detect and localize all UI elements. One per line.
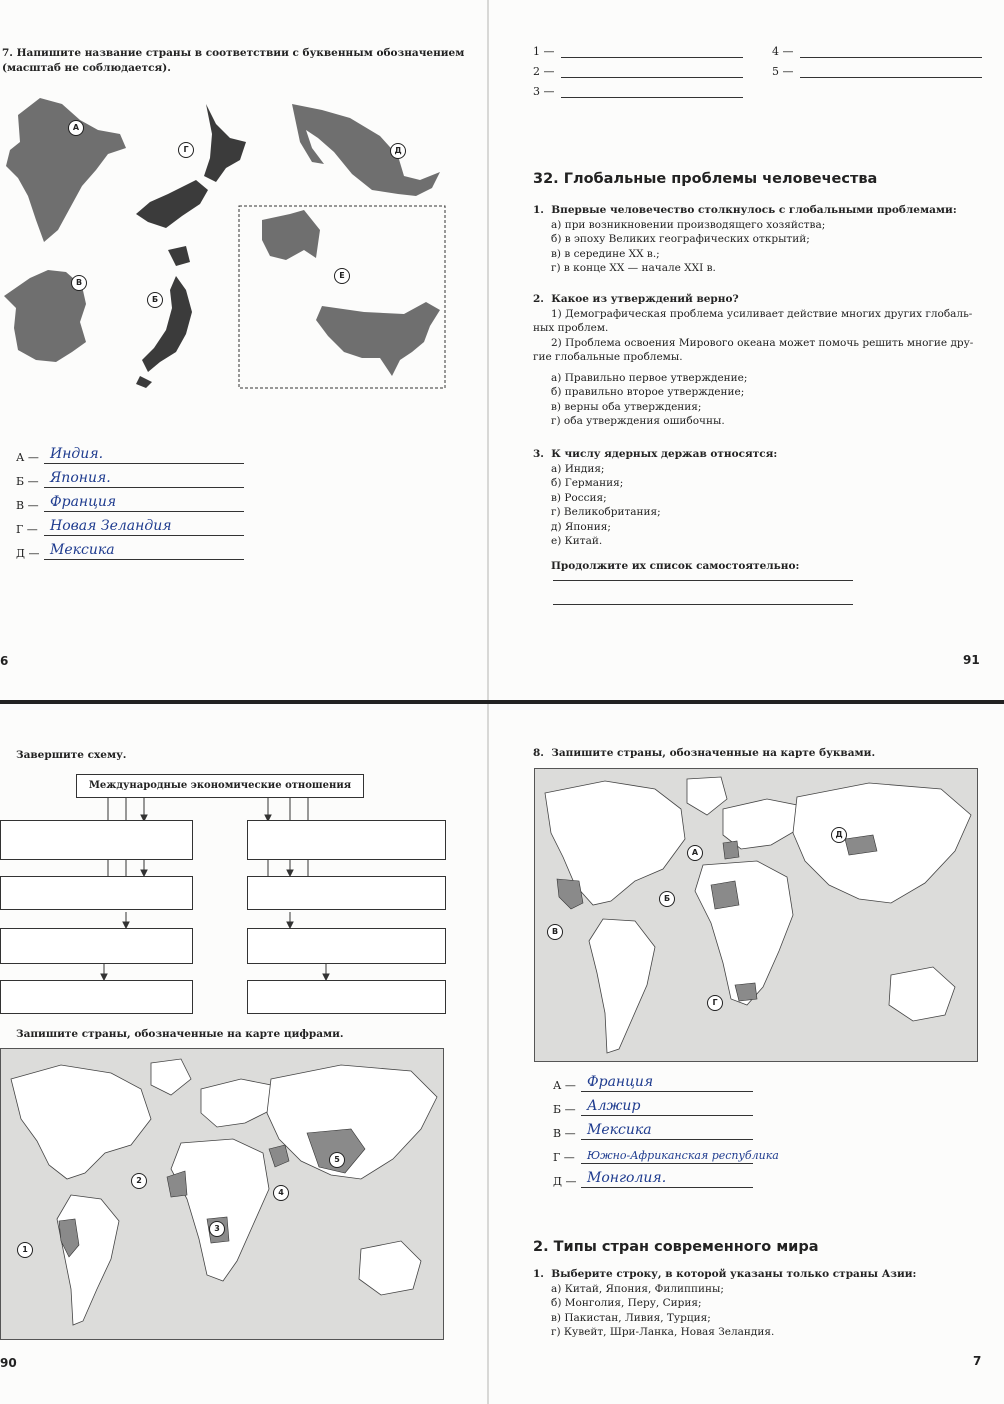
blank-row-3: 3 — <box>533 80 743 98</box>
answer-v-value[interactable]: Мексика <box>587 1122 652 1138</box>
scheme-box-right-4[interactable] <box>247 980 446 1014</box>
q1-option-a[interactable]: а) при возникновении производящего хозяйства; <box>551 218 826 231</box>
q3-option-b[interactable]: б) Германия; <box>551 477 624 489</box>
answer-a-value[interactable]: Индия. <box>50 446 104 462</box>
scheme-box-right-2[interactable] <box>247 876 446 910</box>
africa <box>695 861 793 1005</box>
country-b-algeria <box>711 881 739 909</box>
country-silhouettes <box>0 90 460 390</box>
statement-2: 2) Проблема освоения Мирового океана может помочь решить многие дру- <box>551 336 974 349</box>
answer-g-value[interactable]: Южно-Африканская республика <box>587 1149 779 1162</box>
q3-option-a[interactable]: а) Индия; <box>551 462 605 475</box>
question-1-text: Впервые человечество столкнулось с глобальными проблемами: <box>551 204 957 216</box>
answer-b: Б — Япония. <box>16 470 244 488</box>
answer-d: Д — Мексика <box>16 542 244 560</box>
europe <box>201 1079 271 1127</box>
australia <box>359 1241 421 1295</box>
answer-d-value[interactable]: Мексика <box>50 542 115 558</box>
greenland <box>151 1059 191 1095</box>
q2-option-v[interactable]: в) верны оба утверждения; <box>551 400 702 413</box>
answer-d: Д — Монголия. <box>553 1170 753 1188</box>
question-2: 2. Какое из утверждений верно? 1) Демографическая проблема усиливает действие многих других глобаль- ных проблем. 2) Проблема освоения Мирового океана может помочь решить многие дру- гие глобальные проблемы. а) Правильно первое утверждение; б) правильно второе утверждение; в) верны оба утверждения; г) оба утверждения ошибочны. <box>533 292 983 429</box>
blank-row-5: 5 — <box>772 60 982 78</box>
statement-1: 1) Демографическая проблема усиливает действие многих других глобаль- <box>551 307 973 320</box>
south-america <box>57 1195 119 1325</box>
answer-a-value[interactable]: Франция <box>587 1074 654 1090</box>
task-7-heading <box>2 46 472 76</box>
answer-a: А — Франция <box>553 1074 753 1092</box>
continue-line-2[interactable] <box>553 604 853 605</box>
continue-line-1[interactable] <box>553 580 853 581</box>
scheme-box-left-2[interactable] <box>0 876 193 910</box>
page-bottom-right <box>489 704 1004 1404</box>
q3-option-e[interactable]: е) Китай. <box>551 535 603 547</box>
answer-v-value[interactable]: Франция <box>50 494 117 510</box>
q1-option-v[interactable]: в) Пакистан, Ливия, Турция; <box>551 1311 711 1324</box>
scheme-box-right-3[interactable] <box>247 928 446 964</box>
scheme-box-right-1[interactable] <box>247 820 446 860</box>
task-complete-scheme: Завершите схему. <box>16 749 127 761</box>
scheme-title-box <box>76 774 364 798</box>
scheme-box-left-4[interactable] <box>0 980 193 1014</box>
world-map-svg <box>1 1049 444 1340</box>
japan-shape <box>136 246 192 388</box>
statement-1-cont: ных проблем. <box>533 322 609 334</box>
section-title-32: 32. Глобальные проблемы человечества <box>533 171 878 187</box>
question-2-text: Какое из утверждений верно? <box>551 293 739 305</box>
question-1-text: Выберите строку, в которой указаны только страны Азии: <box>551 1268 917 1280</box>
scheme-box-left-3[interactable] <box>0 928 193 964</box>
answer-b-value[interactable]: Алжир <box>587 1098 641 1114</box>
africa <box>171 1139 269 1281</box>
alaska-shape <box>262 210 320 260</box>
map-marker-a: А <box>687 845 703 861</box>
blank-row-4: 4 — <box>772 40 982 58</box>
statement-2-cont: гие глобальные проблемы. <box>533 351 683 363</box>
country-v-mexico <box>557 879 583 909</box>
country-g-south-africa <box>735 983 757 1001</box>
answer-v: В — Франция <box>16 494 244 512</box>
marker-b: Б <box>147 292 163 308</box>
map-marker-4: 4 <box>273 1185 289 1201</box>
continue-list-prompt: Продолжите их список самостоятельно: <box>551 559 800 572</box>
answer-g-value[interactable]: Новая Зеландия <box>50 518 172 534</box>
map-marker-5: 5 <box>329 1152 345 1168</box>
q3-option-d[interactable]: д) Япония; <box>551 520 611 533</box>
page-top-left <box>0 0 487 700</box>
question-1: 1. Выберите строку, в которой указаны только страны Азии: а) Китай, Япония, Филиппины; б) Монголия, Перу, Сирия; в) Пакистан, Ливия, Турция; г) Кувейт, Шри-Ланка, Новая Зеландия. <box>533 1267 983 1340</box>
map-marker-b: Б <box>659 891 675 907</box>
page-bottom-left <box>0 704 487 1404</box>
blank-row-1: 1 — <box>533 40 743 58</box>
answer-a: А — Индия. <box>16 446 244 464</box>
map-marker-2: 2 <box>131 1173 147 1189</box>
marker-v: В <box>71 275 87 291</box>
asia <box>793 783 971 903</box>
mexico-shape <box>292 104 440 196</box>
scheme-box-left-1[interactable] <box>0 820 193 860</box>
page-number: 91 <box>963 653 980 667</box>
task-map-numbers: Запишите страны, обозначенные на карте цифрами. <box>16 1028 344 1040</box>
question-3-text: К числу ядерных держав относятся: <box>551 448 778 460</box>
marker-e: Е <box>334 268 350 284</box>
task-number: 7. <box>2 47 13 59</box>
marker-g: Г <box>178 142 194 158</box>
country-4-iran <box>269 1145 289 1167</box>
page-top-right <box>489 0 1004 700</box>
task-8-heading: 8. Запишите страны, обозначенные на карте буквами. <box>533 747 876 759</box>
country-a-france <box>723 841 739 859</box>
answer-b: Б — Алжир <box>553 1098 753 1116</box>
india-shape <box>6 98 126 242</box>
greenland <box>687 777 727 815</box>
map-marker-1: 1 <box>17 1242 33 1258</box>
country-2-mali <box>167 1171 187 1197</box>
world-map-numbers <box>0 1048 444 1340</box>
south-america <box>589 919 655 1053</box>
question-1: 1. Впервые человечество столкнулось с глобальными проблемами: а) при возникновении производящего хозяйства; б) в эпоху Великих географических открытий; в) в середине XX в.; г) в конце XX — начале XXI в. <box>533 203 983 276</box>
world-map-letters <box>534 768 978 1062</box>
marker-d: Д <box>390 143 406 159</box>
world-map-svg <box>535 769 978 1062</box>
blank-row-2: 2 — <box>533 60 743 78</box>
question-3: 3. К числу ядерных держав относятся: а) Индия; б) Германия; в) Россия; г) Великобритания; д) Япония; е) Китай. Продолжите их список самостоятельно: <box>533 447 983 573</box>
australia <box>889 967 955 1021</box>
q1-option-g[interactable]: г) Кувейт, Шри-Ланка, Новая Зеландия. <box>551 1326 775 1338</box>
q2-option-g[interactable]: г) оба утверждения ошибочны. <box>551 415 725 427</box>
q1-option-v[interactable]: в) в середине XX в.; <box>551 247 660 260</box>
map-marker-g: Г <box>707 995 723 1011</box>
map-marker-v: В <box>547 924 563 940</box>
map-marker-d: Д <box>831 827 847 843</box>
q3-option-v[interactable]: в) Россия; <box>551 491 607 504</box>
map-marker-3: 3 <box>209 1221 225 1237</box>
q1-option-a[interactable]: а) Китай, Япония, Филиппины; <box>551 1282 724 1295</box>
new-zealand-shape <box>136 104 246 228</box>
marker-a: А <box>68 120 84 136</box>
q2-option-b[interactable]: б) правильно второе утверждение; <box>551 386 745 398</box>
section-title-2: 2. Типы стран современного мира <box>533 1239 819 1255</box>
q2-option-a[interactable]: а) Правильно первое утверждение; <box>551 371 748 384</box>
north-america <box>11 1065 151 1179</box>
q1-option-b[interactable]: б) в эпоху Великих географических открытий; <box>551 233 810 245</box>
scheme-title: Международные экономические отношения <box>88 780 352 791</box>
page-number: 90 <box>0 1356 17 1370</box>
page-number: 6 <box>0 654 9 668</box>
task-8-text: Запишите страны, обозначенные на карте буквами. <box>551 747 876 759</box>
answer-g: Г — Южно-Африканская республика <box>553 1146 753 1164</box>
task-text: Напишите название страны в соответствии с буквенным обозначением (масштаб не соблюдается). <box>2 47 465 74</box>
answer-b-value[interactable]: Япония. <box>50 470 111 486</box>
answer-g: Г — Новая Зеландия <box>16 518 244 536</box>
usa-mainland-shape <box>316 302 440 376</box>
answer-d-value[interactable]: Монголия. <box>587 1170 667 1186</box>
q1-option-g[interactable]: г) в конце XX — начале XXI в. <box>551 262 716 274</box>
q3-option-g[interactable]: г) Великобритания; <box>551 506 661 518</box>
q1-option-b[interactable]: б) Монголия, Перу, Сирия; <box>551 1297 702 1309</box>
page-number: 7 <box>973 1354 982 1368</box>
answer-v: В — Мексика <box>553 1122 753 1140</box>
